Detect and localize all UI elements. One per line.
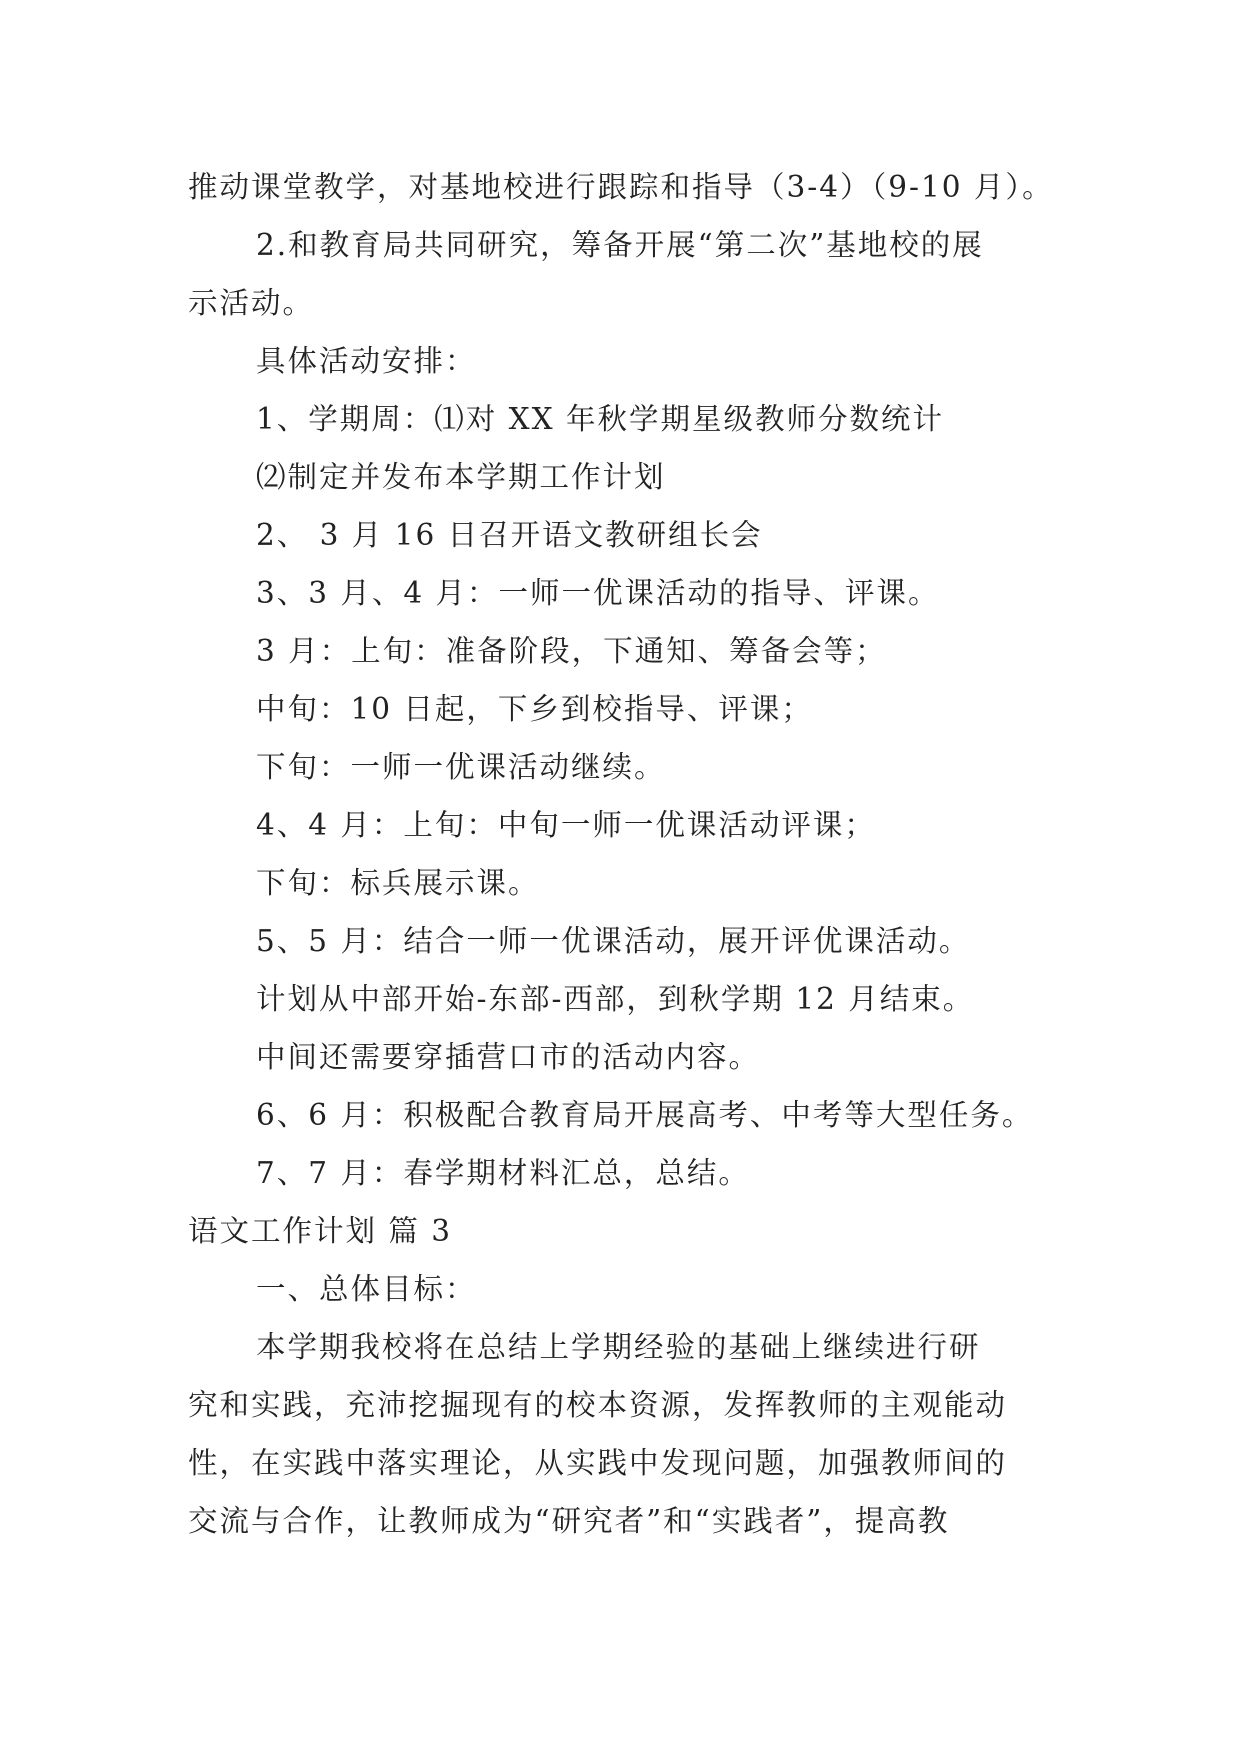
text-line: 下旬：一师一优课活动继续。 xyxy=(256,750,666,784)
text-line: 计划从中部开始-东部-西部，到秋学期 12 月结束。 xyxy=(256,982,975,1016)
text-line: 4、4 月：上旬：中旬一师一优课活动评课； xyxy=(256,808,876,842)
text-line: ⑵制定并发布本学期工作计划 xyxy=(256,460,666,494)
text-line: 3、3 月、4 月：一师一优课活动的指导、评课。 xyxy=(256,576,940,610)
text-line: 性，在实践中落实理论，从实践中发现问题，加强教师间的 xyxy=(188,1446,1008,1480)
text-line: 7、7 月：春学期材料汇总，总结。 xyxy=(256,1156,750,1190)
text-line: 中旬：10 日起，下乡到校指导、评课； xyxy=(256,692,813,726)
text-line: 推动课堂教学，对基地校进行跟踪和指导（3-4）（9-10 月）。 xyxy=(188,170,1054,204)
text-line: 交流与合作，让教师成为“研究者”和“实践者”，提高教 xyxy=(188,1504,950,1538)
text-line: 一、总体目标： xyxy=(256,1272,477,1306)
text-line: 3 月：上旬：准备阶段，下通知、筹备会等； xyxy=(256,634,887,668)
text-line: 2.和教育局共同研究，筹备开展“第二次”基地校的展 xyxy=(256,228,984,262)
text-line: 究和实践，充沛挖掘现有的校本资源，发挥教师的主观能动 xyxy=(188,1388,1008,1422)
text-line: 6、6 月：积极配合教育局开展高考、中考等大型任务。 xyxy=(256,1098,1034,1132)
text-line: 5、5 月：结合一师一优课活动，展开评优课活动。 xyxy=(256,924,971,958)
text-line: 下旬：标兵展示课。 xyxy=(256,866,540,900)
text-line: 2、 3 月 16 日召开语文教研组长会 xyxy=(256,518,763,552)
text-line: 本学期我校将在总结上学期经验的基础上继续进行研 xyxy=(256,1330,981,1364)
text-line: 示活动。 xyxy=(188,286,315,320)
section-heading: 语文工作计划 篇 3 xyxy=(188,1214,453,1248)
text-line: 1、学期周：⑴对 XX 年秋学期星级教师分数统计 xyxy=(256,402,945,436)
text-line: 中间还需要穿插营口市的活动内容。 xyxy=(256,1040,761,1074)
text-line: 具体活动安排： xyxy=(256,344,477,378)
